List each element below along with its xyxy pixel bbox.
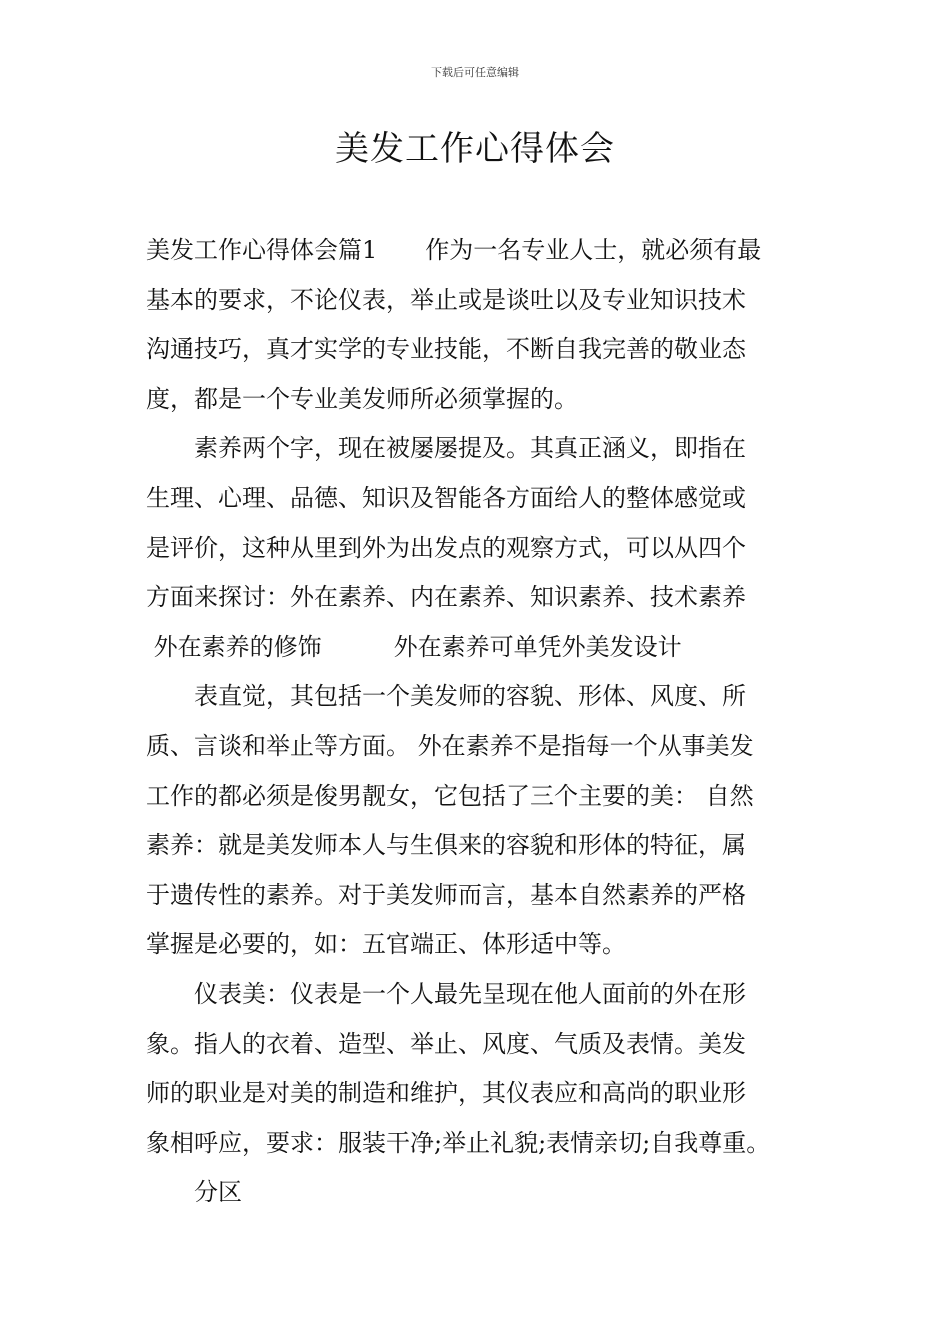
text-line: 生理、心理、品德、知识及智能各方面给人的整体感觉或 xyxy=(146,483,746,512)
text-line: 于遗传性的素养。对于美发师而言，基本自然素养的严格 xyxy=(146,880,746,909)
text-line: 方面来探讨：外在素养、内在素养、知识素养、技术素养 xyxy=(146,583,746,612)
text-line: 掌握是必要的，如：五官端正、体形适中等。 xyxy=(146,930,626,959)
text-line: 基本的要求，不论仪表，举止或是谈吐以及专业知识技术 xyxy=(146,285,746,314)
text-line: 师的职业是对美的制造和维护，其仪表应和高尚的职业形 xyxy=(146,1079,746,1108)
text-line: 是评价，这种从里到外为出发点的观察方式，可以从四个 xyxy=(146,533,746,562)
text-line: 度，都是一个专业美发师所必须掌握的。 xyxy=(146,384,578,413)
text-line: 外在素养的修饰 外在素养可单凭外美发设计 xyxy=(146,632,682,661)
text-line: 象相呼应，要求：服装干净;举止礼貌;表情亲切;自我尊重。 xyxy=(146,1128,771,1157)
text-line: 素养：就是美发师本人与生俱来的容貌和形体的特征，属 xyxy=(146,831,746,860)
document-body xyxy=(146,226,816,1218)
text-line: 美发工作心得体会篇1 作为一名专业人士，就必须有最 xyxy=(146,236,762,264)
header-note: 下载后可任意编辑 xyxy=(431,66,519,79)
text-line: 表直觉，其包括一个美发师的容貌、形体、风度、所 xyxy=(146,682,746,711)
text-line: 分区 xyxy=(146,1178,242,1207)
text-line: 素养两个字，现在被屡屡提及。其真正涵义，即指在 xyxy=(146,434,746,463)
text-line: 仪表美：仪表是一个人最先呈现在他人面前的外在形 xyxy=(146,979,746,1008)
text-line: 质、言谈和举止等方面。 外在素养不是指每一个从事美发 xyxy=(146,731,754,760)
document-title: 美发工作心得体会 xyxy=(335,129,615,169)
text-line: 象。指人的衣着、造型、举止、风度、气质及表情。美发 xyxy=(146,1029,746,1058)
text-line: 工作的都必须是俊男靓女，它包括了三个主要的美： 自然 xyxy=(146,781,754,810)
text-line: 沟通技巧，真才实学的专业技能，不断自我完善的敬业态 xyxy=(146,335,746,364)
